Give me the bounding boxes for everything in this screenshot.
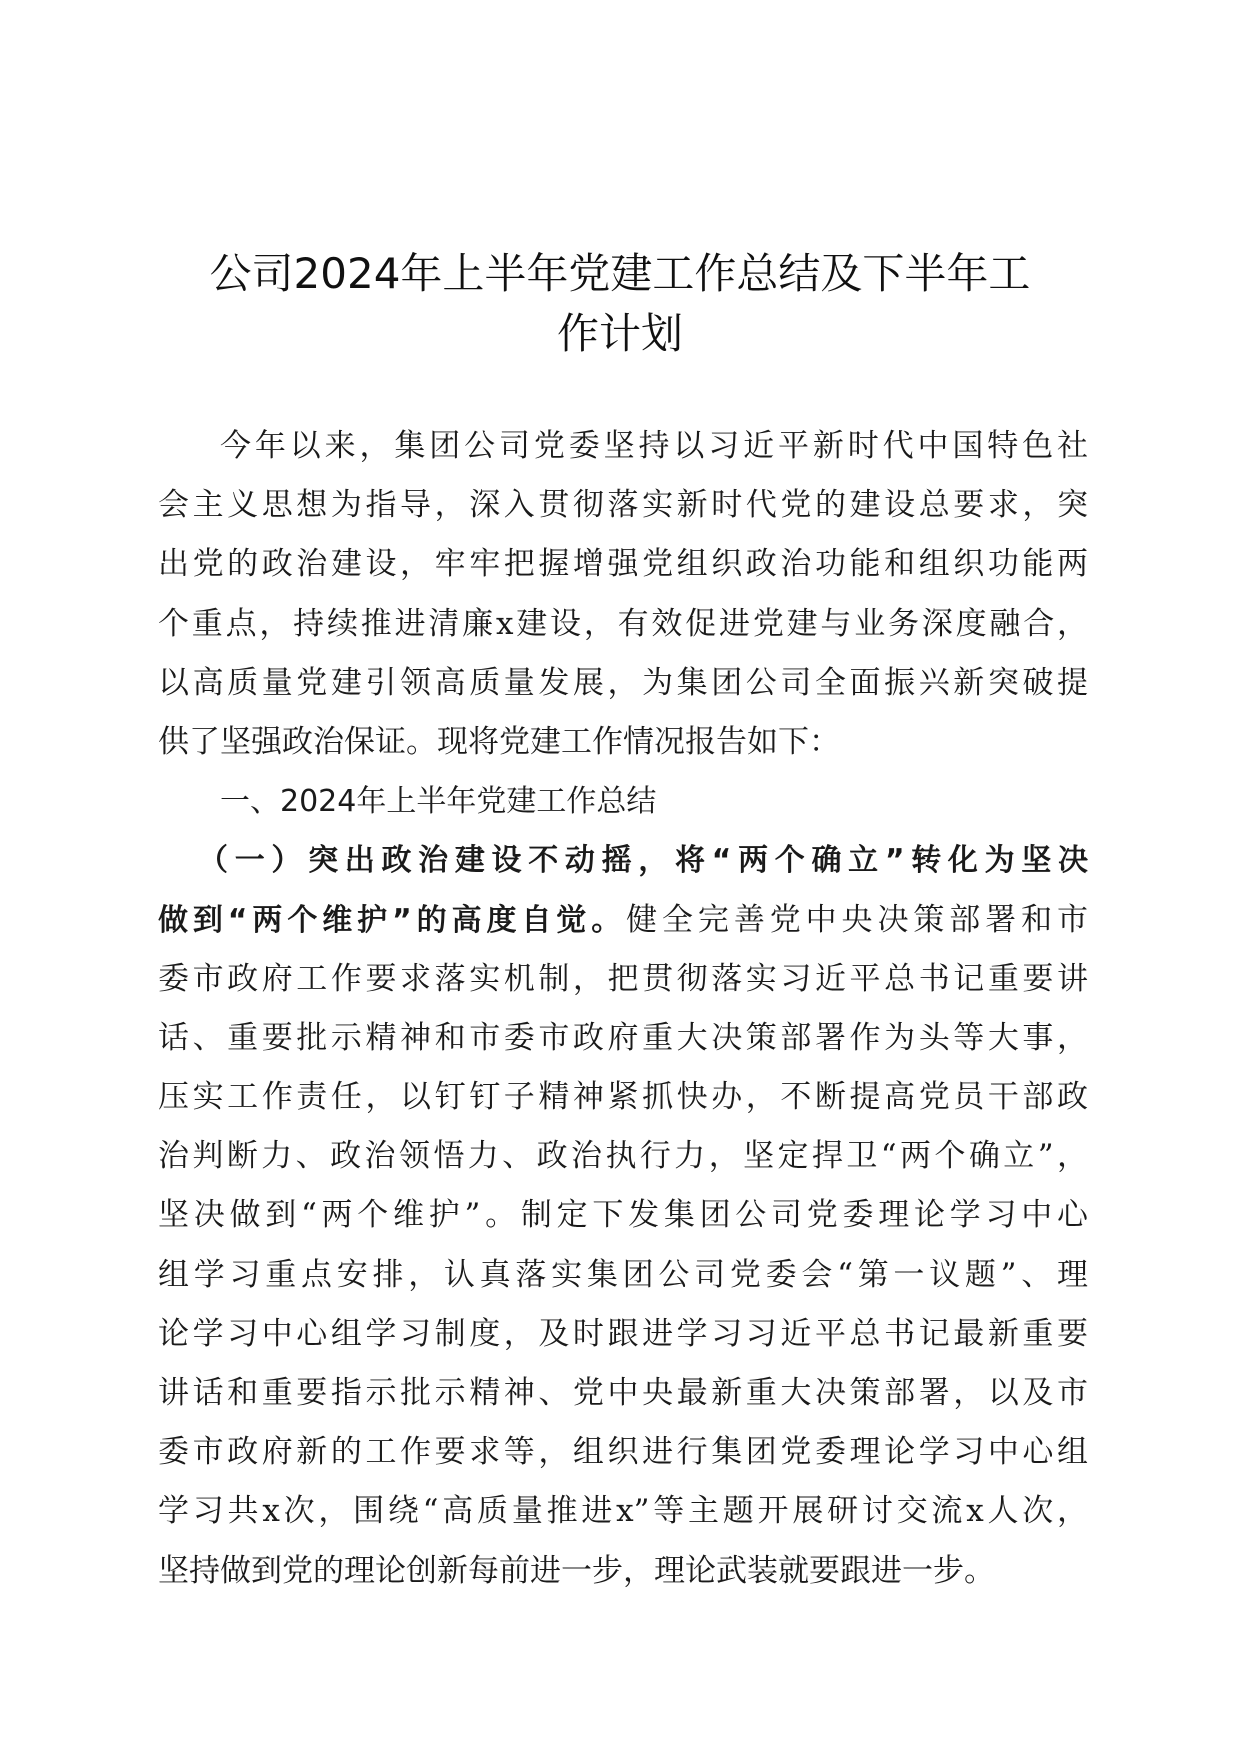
subsection-line-6: 坚决做到“两个维护”。制定下发集团公司党委理论学习中心 (158, 1197, 1088, 1234)
document-body (158, 417, 1088, 1601)
intro-line-5: 以高质量党建引领高质量发展，为集团公司全面振兴新突破提 (158, 664, 1088, 701)
intro-line-1: 今年以来，集团公司党委坚持以习近平新时代中国特色社 (220, 428, 1088, 464)
intro-line-4: 个重点，持续推进清廉x建设，有效促进党建与业务深度融合， (158, 605, 1088, 642)
section-heading-1: 一、2024年上半年党建工作总结 (220, 784, 657, 820)
subsection-line-4: 压实工作责任，以钉钉子精神紧抓快办，不断提高党员干部政 (158, 1079, 1088, 1116)
subsection-title-line-2: 做到“两个维护”的高度自觉。 (158, 902, 627, 938)
subsection-line-9: 讲话和重要指示批示精神、党中央最新重大决策部署，以及市 (158, 1375, 1088, 1411)
intro-line-2: 会主义思想为指导，深入贯彻落实新时代党的建设总要求，突 (158, 487, 1088, 524)
subsection-line-7: 组学习重点安排，认真落实集团公司党委会“第一议题”、理 (158, 1256, 1088, 1293)
subsection-line-1-rest: 健全完善党中央决策部署和市 (626, 901, 1088, 938)
title-line-1: 公司2024年上半年党建工作总结及下半年工 (209, 249, 1031, 298)
subsection-line-3: 话、重要批示精神和市委市政府重大决策部署作为头等大事， (158, 1019, 1088, 1056)
subsection-line-1 (158, 891, 1088, 950)
title-line-2: 作计划 (556, 309, 683, 358)
document-title (150, 244, 1090, 364)
subsection-line-8: 论学习中心组学习制度，及时跟进学习习近平总书记最新重要 (158, 1315, 1088, 1352)
subsection-title-line-1: （一）突出政治建设不动摇，将“两个确立”转化为坚决 (198, 843, 1088, 879)
intro-line-3: 出党的政治建设，牢牢把握增强党组织政治功能和组织功能两 (158, 546, 1088, 583)
subsection-line-12: 坚持做到党的理论创新每前进一步，理论武装就要跟进一步。 (158, 1552, 995, 1589)
subsection-line-11: 学习共x次，围绕“高质量推进x”等主题开展研讨交流x人次， (158, 1493, 1088, 1530)
subsection-line-10: 委市政府新的工作要求等，组织进行集团党委理论学习中心组 (158, 1434, 1088, 1471)
intro-line-6: 供了坚强政治保证。现将党建工作情况报告如下： (158, 723, 840, 760)
subsection-line-2: 委市政府工作要求落实机制，把贯彻落实习近平总书记重要讲 (158, 960, 1088, 997)
subsection-line-5: 治判断力、政治领悟力、政治执行力，坚定捍卫“两个确立”， (158, 1138, 1088, 1175)
